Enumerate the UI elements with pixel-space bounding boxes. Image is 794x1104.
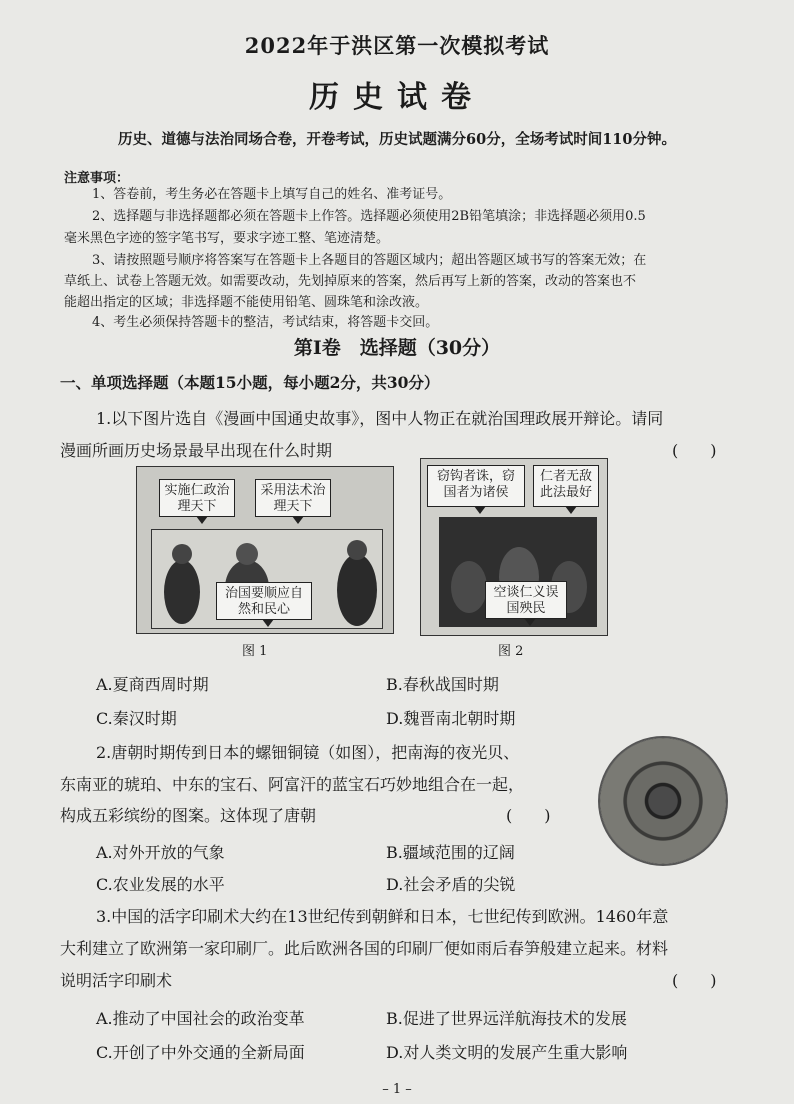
notes-line: 草纸上、试卷上答题无效。如需要改动，先划掉原来的答案，然后再写上新的答案，改动的答案也不	[64, 274, 637, 289]
figure-1-caption: 图 1	[242, 644, 268, 659]
question-1-text: 漫画所画历史场景最早出现在什么时期	[60, 441, 333, 460]
cartoon-figure-2	[420, 458, 608, 636]
exam-title: 2022年于洪区第一次模拟考试	[244, 33, 550, 58]
option-a: A.对外开放的气象	[96, 843, 225, 862]
speech-bubble-bottom: 治国要顺应自然和民心	[216, 582, 312, 620]
option-b: B.促进了世界远洋航海技术的发展	[386, 1009, 627, 1028]
speech-bubble-right: 仁者无敌此法最好	[533, 465, 599, 507]
option-c: C.开创了中外交通的全新局面	[96, 1043, 305, 1062]
notes-line: 毫米黑色字迹的签字笔书写，要求字迹工整、笔迹清楚。	[64, 231, 390, 246]
question-3-text: 说明活字印刷术	[60, 971, 173, 990]
speech-bubble-right: 采用法术治理天下	[255, 479, 331, 517]
page-number: – 1 –	[382, 1082, 412, 1097]
question-3-text: 大利建立了欧洲第一家印刷厂。此后欧洲各国的印刷厂便如雨后春笋般建立起来。材料	[60, 939, 669, 958]
option-d: D.魏晋南北朝时期	[386, 709, 516, 728]
option-c: C.农业发展的水平	[96, 875, 225, 894]
question-2-text: 2.唐朝时期传到日本的螺钿铜镜（如图），把南海的夜光贝、	[96, 743, 520, 762]
notes-line: 2、选择题与非选择题都必须在答题卡上作答。选择题必须使用2B铅笔填涂；非选择题必须用0.5	[92, 209, 646, 224]
part-header: 一、单项选择题（本题15小题，每小题2分，共30分）	[60, 373, 440, 392]
cartoon-figure-1	[136, 466, 394, 634]
answer-paren: ( )	[672, 971, 717, 990]
question-3-text: 3.中国的活字印刷术大约在13世纪传到朝鲜和日本，七世纪传到欧洲。1460年意	[96, 907, 669, 926]
speech-bubble-left: 实施仁政治理天下	[159, 479, 235, 517]
cartoon-scene	[151, 529, 383, 629]
option-d: D.对人类文明的发展产生重大影响	[386, 1043, 628, 1062]
cartoon-scene	[439, 517, 597, 627]
option-c: C.秦汉时期	[96, 709, 177, 728]
bronze-mirror-image	[600, 738, 726, 864]
question-2-text: 构成五彩缤纷的图案。这体现了唐朝	[60, 806, 317, 825]
option-b: B.春秋战国时期	[386, 675, 499, 694]
answer-paren: ( )	[506, 806, 551, 825]
option-a: A.推动了中国社会的政治变革	[96, 1009, 305, 1028]
notes-line: 1、答卷前，考生务必在答题卡上填写自己的姓名、准考证号。	[92, 187, 452, 202]
option-a: A.夏商西周时期	[96, 675, 209, 694]
figure-2-caption: 图 2	[498, 644, 524, 659]
speech-bubble-bottom: 空谈仁义误国殃民	[485, 581, 567, 619]
question-2-text: 东南亚的琥珀、中东的宝石、阿富汗的蓝宝石巧妙地组合在一起，	[60, 775, 525, 794]
subject-title: 历史试卷	[309, 80, 485, 115]
option-b: B.疆域范围的辽阔	[386, 843, 515, 862]
option-d: D.社会矛盾的尖锐	[386, 875, 516, 894]
notes-line: 4、考生必须保持答题卡的整洁，考试结束，将答题卡交回。	[92, 315, 439, 330]
answer-paren: ( )	[672, 441, 717, 460]
notes-line: 能超出指定的区域；非选择题不能使用铅笔、圆珠笔和涂改液。	[64, 295, 429, 310]
question-1-text: 1.以下图片选自《漫画中国通史故事》，图中人物正在就治国理政展开辩论。请同	[96, 409, 664, 428]
notes-line: 3、请按照题号顺序将答案写在答题卡上各题目的答题区域内；超出答题区域书写的答案无效；在	[92, 253, 647, 268]
section-title: 第Ⅰ卷 选择题（30分）	[293, 337, 501, 359]
exam-subtitle: 历史、道德与法治同场合卷，开卷考试，历史试题满分60分，全场考试时间110分钟。	[118, 131, 676, 148]
notes-heading: 注意事项：	[64, 171, 130, 186]
speech-bubble-left: 窃钩者诛，窃国者为诸侯	[427, 465, 525, 507]
